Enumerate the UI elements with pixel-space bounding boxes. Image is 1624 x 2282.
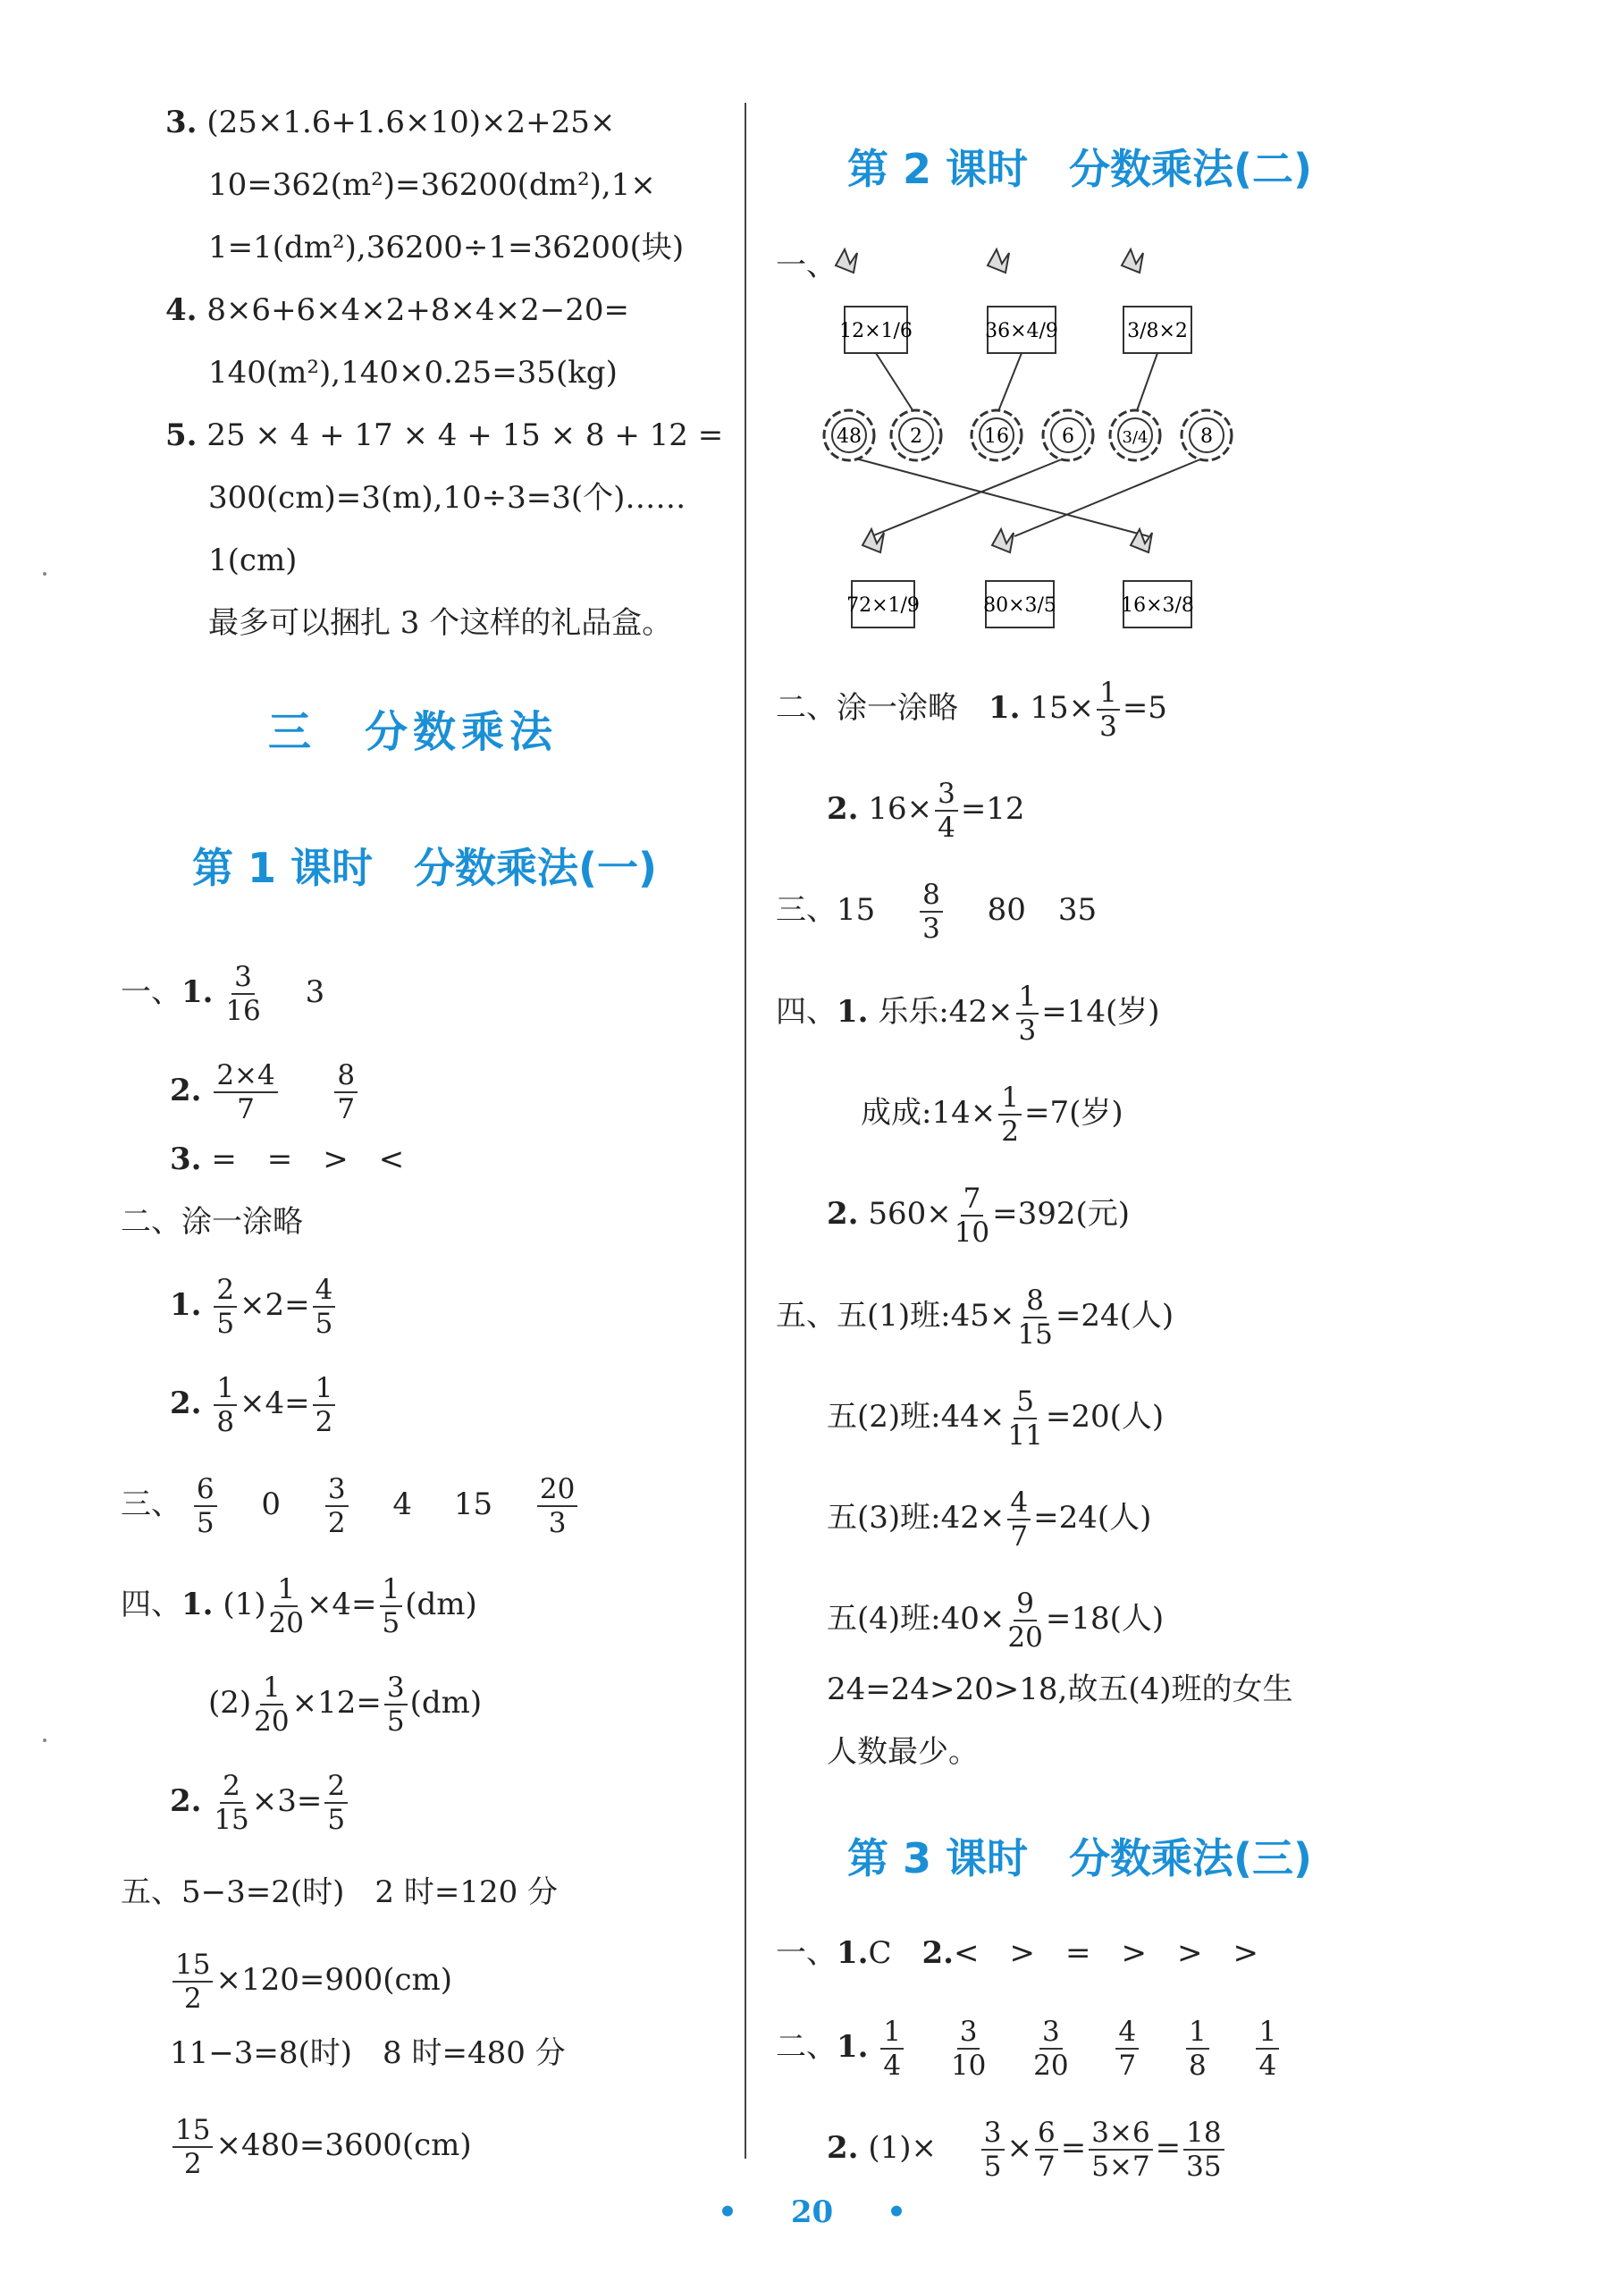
top-box-1 — [836, 249, 913, 353]
bottom-box-1 — [846, 529, 920, 627]
bottom-box-text-3: 16×3/8 — [1121, 594, 1194, 617]
svg-text:8: 8 — [1200, 425, 1213, 448]
flower-6 — [1182, 410, 1232, 460]
flower-5 — [1110, 410, 1160, 460]
fraction: $\frac{1}{20}$ — [254, 1672, 290, 1738]
l1-s1-line1: 一、1. $\frac{3}{16}$ 3 — [121, 961, 325, 1027]
p5-line3: 1(cm) — [208, 543, 298, 578]
l1-s5-line3: 11−3=8(时) 8 时=480 分 — [170, 2035, 566, 2071]
r-s1-label: 一、 — [776, 248, 837, 283]
p5-line4: 最多可以捆扎 3 个这样的礼品盒。 — [208, 605, 673, 641]
top-box-3 — [1122, 249, 1191, 353]
svg-text:6: 6 — [1062, 425, 1074, 448]
flower-1 — [824, 410, 874, 460]
fraction: $\frac{1}{8}$ — [214, 1372, 237, 1438]
fraction: $\frac{3}{5}$ — [384, 1672, 408, 1738]
column-divider — [745, 103, 746, 2159]
fraction: $\frac{1}{3}$ — [1016, 981, 1039, 1047]
fraction: $\frac{4}{7}$ — [1007, 1486, 1031, 1553]
l1-s5-line2: $\frac{15}{2}$ ×120=900(cm) — [170, 1949, 452, 2015]
bottom-box-text-2: 80×3/5 — [983, 594, 1056, 617]
l1-s4-line2: (2) $\frac{1}{20}$ ×12= $\frac{3}{5}$ (dm) — [208, 1672, 483, 1738]
p5-line2: 300(cm)=3(m),10÷3=3(个)…… — [208, 480, 686, 516]
l1-s2-line2: 2. $\frac{1}{8}$ ×4= $\frac{1}{2}$ — [170, 1372, 338, 1438]
r-t2-line2: 2. (1)× $\frac{3}{5}$ × $\frac{6}{7}$ = $\frac{3\times 6}{5\times 7}$ = $\frac{18}{35}$ — [827, 2117, 1227, 2183]
fraction: $\frac{15}{2}$ — [172, 2114, 213, 2180]
r-s4-line3: 2. 560× $\frac{7}{10}$ =392(元) — [827, 1183, 1131, 1249]
flowers — [824, 410, 1232, 460]
r-s5-line2: 五(2)班:44× $\frac{5}{11}$ =20(人) — [827, 1385, 1165, 1452]
fraction: $\frac{3}{4}$ — [935, 778, 958, 844]
fraction: $\frac{3}{5}$ — [981, 2117, 1005, 2183]
l1-s3-line: 三、 $\frac{6}{5}$ 0 $\frac{3}{2}$ 4 15 $\frac{20}{3}$ — [121, 1473, 580, 1539]
top-box-text-2: 36×4/9 — [985, 320, 1058, 342]
flower-3 — [972, 410, 1022, 460]
page-number: • 20 • — [718, 2194, 906, 2230]
r-s5-line4: 五(4)班:40× $\frac{9}{20}$ =18(人) — [827, 1587, 1165, 1654]
fraction: $\frac{1}{2}$ — [313, 1372, 336, 1438]
bottom-box-3 — [1121, 529, 1194, 627]
fraction: $\frac{6}{7}$ — [1035, 2117, 1058, 2183]
fraction: $\frac{1}{8}$ — [1186, 2016, 1209, 2082]
r-s4-line2: 成成:14× $\frac{1}{2}$ =7(岁) — [861, 1082, 1123, 1148]
l1-s2-label: 二、涂一涂略 — [121, 1204, 303, 1240]
flower-2 — [891, 410, 941, 460]
margin-dot — [43, 572, 46, 576]
margin-dot — [43, 1739, 46, 1742]
l1-s5-line1: 五、5−3=2(时) 2 时=120 分 — [121, 1874, 559, 1910]
matching-diagram — [809, 246, 1292, 648]
p5-line1: 5. 25 × 4 + 17 × 4 + 15 × 8 + 12 = — [165, 417, 724, 453]
svg-text:16: 16 — [984, 425, 1009, 448]
fraction: $\frac{9}{20}$ — [1007, 1587, 1043, 1654]
p4-line2: 140(m²),140×0.25=35(kg) — [208, 355, 618, 391]
svg-text:48: 48 — [837, 425, 862, 448]
r-s3-line: 三、15 $\frac{8}{3}$ 80 35 — [776, 879, 1098, 945]
fraction: $\frac{1}{3}$ — [1097, 677, 1120, 743]
fraction: $\frac{1}{5}$ — [380, 1573, 403, 1639]
fraction: $\frac{7}{10}$ — [954, 1183, 990, 1249]
fraction: $\frac{4}{7}$ — [1115, 2016, 1139, 2082]
r-s5-line3: 五(3)班:42× $\frac{4}{7}$ =24(人) — [827, 1486, 1152, 1553]
r-s5-line1: 五、五(1)班:45× $\frac{8}{15}$ =24(人) — [776, 1284, 1174, 1351]
flower-4 — [1043, 410, 1093, 460]
bottom-box-text-1: 72×1/9 — [846, 594, 920, 617]
top-box-text-1: 12×1/6 — [839, 320, 913, 342]
lesson2-title: 第 2 课时 分数乘法(二) — [847, 145, 1313, 193]
fraction: $\frac{1}{4}$ — [1256, 2016, 1279, 2082]
l1-s4-line1: 四、1. (1) $\frac{1}{20}$ ×4= $\frac{1}{5}$ (dm) — [121, 1573, 477, 1639]
l1-s1-line2: 2. $\frac{2\times 4}{7}$ $\frac{8}{7}$ — [170, 1059, 360, 1125]
butterfly-icon — [988, 249, 1009, 273]
r-s2-line1: 二、涂一涂略 1. 15× $\frac{1}{3}$ =5 — [776, 677, 1167, 743]
l1-s2-line1: 1. $\frac{2}{5}$ ×2= $\frac{4}{5}$ — [170, 1274, 338, 1340]
lesson1-title: 第 1 课时 分数乘法(一) — [192, 844, 658, 892]
r-s5-conclusion-1: 24=24>20>18,故五(4)班的女生 — [827, 1672, 1293, 1707]
r-t1-line: 一、1.C 2.< > = > > > — [776, 1935, 1258, 1971]
l1-s5-line4: $\frac{15}{2}$ ×480=3600(cm) — [170, 2114, 472, 2180]
l1-s4-line3: 2. $\frac{2}{15}$ ×3= $\frac{2}{5}$ — [170, 1770, 350, 1836]
top-box-2 — [985, 249, 1058, 353]
fraction: $\frac{5}{11}$ — [1007, 1385, 1043, 1452]
svg-text:2: 2 — [910, 425, 922, 448]
fraction: $\frac{2}{15}$ — [214, 1770, 249, 1836]
fraction: $\frac{2}{5}$ — [214, 1274, 237, 1340]
fraction: $\frac{3\times 6}{5\times 7}$ — [1089, 2117, 1152, 2183]
lesson3-title: 第 3 课时 分数乘法(三) — [847, 1834, 1313, 1882]
p3-line2: 10=362(m²)=36200(dm²),1× — [208, 167, 656, 203]
fraction: $\frac{3}{20}$ — [1033, 2016, 1069, 2082]
fraction: $\frac{15}{2}$ — [172, 1949, 213, 2015]
fraction: $\frac{4}{5}$ — [313, 1274, 336, 1340]
svg-text:3/4: 3/4 — [1122, 428, 1149, 447]
fraction: $\frac{1}{2}$ — [998, 1082, 1022, 1148]
fraction: $\frac{2}{5}$ — [324, 1770, 348, 1836]
fraction: $\frac{8}{15}$ — [1017, 1284, 1053, 1351]
bottom-box-2 — [983, 529, 1056, 627]
r-s4-line1: 四、1. 乐乐:42× $\frac{1}{3}$ =14(岁) — [776, 981, 1160, 1047]
r-s2-line2: 2. 16× $\frac{3}{4}$ =12 — [827, 778, 1025, 844]
butterfly-icon — [836, 249, 857, 273]
fraction: $\frac{18}{35}$ — [1183, 2117, 1224, 2183]
fraction: $\frac{8}{3}$ — [920, 879, 943, 945]
fraction: $\frac{6}{5}$ — [194, 1473, 217, 1539]
r-t2-line1: 二、1. $\frac{1}{4}$ $\frac{3}{10}$ $\frac{3}{20}$ $\frac{4}{7}$ $\frac{1}{8}$ $\frac{1}{4}$ — [776, 2016, 1282, 2082]
butterfly-icon — [1122, 249, 1143, 273]
butterfly-icon — [992, 529, 1014, 552]
top-box-text-3: 3/8×2 — [1127, 320, 1188, 342]
p3-line3: 1=1(dm²),36200÷1=36200(块) — [208, 230, 685, 265]
r-s5-conclusion-2: 人数最少。 — [827, 1734, 979, 1770]
l1-s1-line3: 3. = = > < — [170, 1141, 405, 1177]
fraction: $\frac{8}{7}$ — [334, 1059, 358, 1125]
fraction: $\frac{3}{2}$ — [325, 1473, 349, 1539]
fraction: $\frac{3}{10}$ — [950, 2016, 987, 2082]
p3-line1: 3. (25×1.6+1.6×10)×2+25× — [165, 105, 616, 140]
fraction: $\frac{2\times 4}{7}$ — [214, 1059, 277, 1125]
fraction: $\frac{1}{20}$ — [268, 1573, 304, 1639]
fraction: $\frac{1}{4}$ — [880, 2016, 904, 2082]
fraction: $\frac{3}{16}$ — [225, 961, 261, 1027]
chapter-title: 三 分数乘法 — [268, 707, 559, 757]
fraction: $\frac{20}{3}$ — [537, 1473, 577, 1539]
p4-line1: 4. 8×6+6×4×2+8×4×2−20= — [165, 292, 630, 328]
